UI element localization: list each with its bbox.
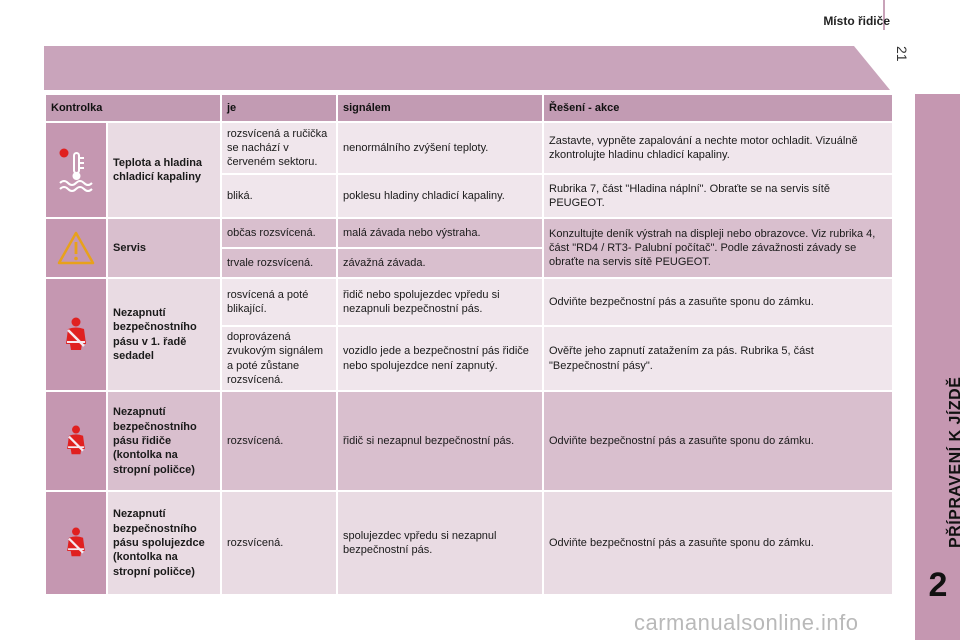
warning-name: Teplota a hladina chladicí kapaliny (107, 122, 221, 218)
chapter-side-tab (915, 94, 960, 640)
header-kontrolka: Kontrolka (45, 94, 221, 122)
signal-cell: spolujezdec vpředu si nezapnul bezpečnostní pás. (337, 491, 543, 595)
warning-lights-table (44, 93, 894, 596)
header-reseni: Řešení - akce (543, 94, 893, 122)
table-row (45, 391, 893, 491)
action-cell: Konzultujte deník výstrah na displeji nebo obrazovce. Viz rubrika 4, část "RD4 / RT3- Palubní počítač". Podle závažnosti závady se obraťte na servis sítě PEUGEOT. (543, 218, 893, 278)
signal-cell: řidič nebo spolujezdec vpředu si nezapnuli bezpečnostní pás. (337, 278, 543, 326)
signal-cell: závažná závada. (337, 248, 543, 278)
section-banner (44, 46, 890, 90)
action-cell: Rubrika 7, část "Hladina náplní". Obraťte se na servis sítě PEUGEOT. (543, 174, 893, 218)
action-cell: Ověřte jeho zapnutí zatažením za pás. Rubrika 5, část "Bezpečnostní pásy". (543, 326, 893, 391)
page-number: 21 (894, 46, 910, 62)
table-row (45, 491, 893, 595)
seatbelt-icon (45, 278, 107, 391)
action-cell: Odviňte bezpečnostní pás a zasuňte sponu do zámku. (543, 391, 893, 491)
state-cell: rozsvícená a ručička se nachází v červeném sektoru. (221, 122, 337, 174)
state-cell: rosvícená a poté blikající. (221, 278, 337, 326)
chapter-number: 2 (928, 566, 948, 604)
state-cell: bliká. (221, 174, 337, 218)
table-row (45, 218, 893, 248)
action-cell: Odviňte bezpečnostní pás a zasuňte sponu do zámku. (543, 278, 893, 326)
seatbelt-passenger-icon (45, 491, 107, 595)
chapter-title: PŘÍPRAVENÍ K JÍZDĚ (947, 376, 964, 548)
warning-name: Nezapnutí bezpečnostního pásu v 1. řadě sedadel (107, 278, 221, 391)
page-header-title: Místo řidiče (823, 14, 890, 28)
seatbelt-driver-icon (45, 391, 107, 491)
action-cell: Odviňte bezpečnostní pás a zasuňte sponu do zámku. (543, 491, 893, 595)
warning-triangle-icon (45, 218, 107, 278)
state-cell: rozsvícená. (221, 391, 337, 491)
coolant-temperature-icon (45, 122, 107, 218)
warning-name: Servis (107, 218, 221, 278)
signal-cell: malá závada nebo výstraha. (337, 218, 543, 248)
signal-cell: vozidlo jede a bezpečnostní pás řidiče nebo spolujezdce není zapnutý. (337, 326, 543, 391)
state-cell: trvale rozsvícená. (221, 248, 337, 278)
header-je: je (221, 94, 337, 122)
state-cell: rozsvícená. (221, 491, 337, 595)
state-cell: občas rozsvícená. (221, 218, 337, 248)
table-header-row (45, 94, 893, 122)
warning-name: Nezapnutí bezpečnostního pásu řidiče (kontolka na stropní poličce) (107, 391, 221, 491)
table-row (45, 122, 893, 174)
warning-name: Nezapnutí bezpečnostního pásu spolujezdce (kontolka na stropní poličce) (107, 491, 221, 595)
signal-cell: poklesu hladiny chladicí kapaliny. (337, 174, 543, 218)
watermark: carmanualsonline.info (634, 610, 859, 635)
table-row (45, 278, 893, 326)
header-signalem: signálem (337, 94, 543, 122)
action-cell: Zastavte, vypněte zapalování a nechte motor ochladit. Vizuálně zkontrolujte hladinu chladicí kapaliny. (543, 122, 893, 174)
signal-cell: nenormálního zvýšení teploty. (337, 122, 543, 174)
signal-cell: řidič si nezapnul bezpečnostní pás. (337, 391, 543, 491)
state-cell: doprovázená zvukovým signálem a poté zůstane rozsvícená. (221, 326, 337, 391)
